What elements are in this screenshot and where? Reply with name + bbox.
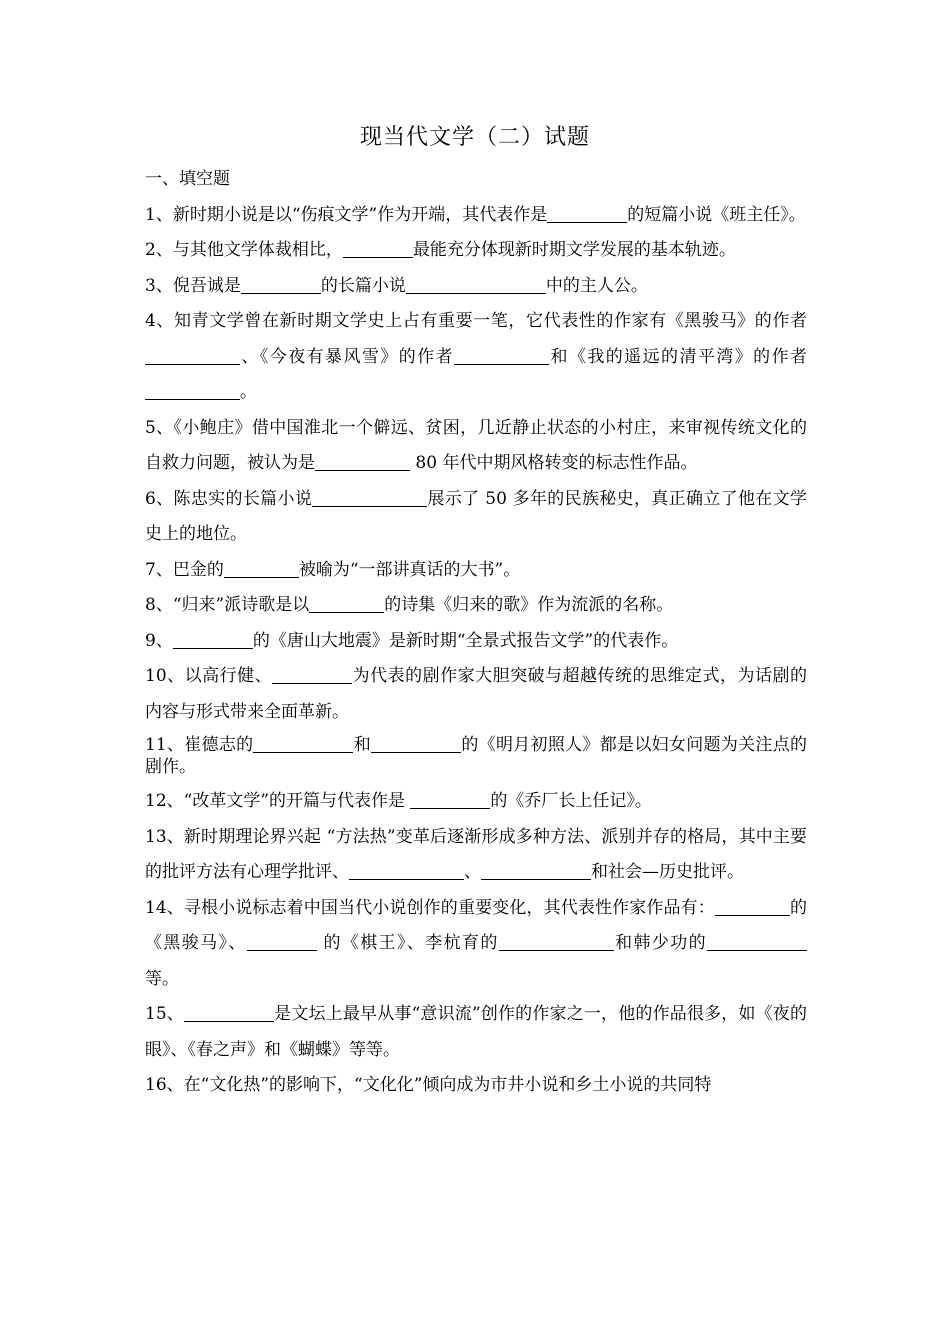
question-7: 7、巴金的 被喻为“一部讲真话的大书”。 — [145, 559, 521, 580]
question-11: 11、崔德志的 和 的《明月初照人》都是以妇女问题为关注点的剧作。 — [145, 735, 808, 777]
answer-blank[interactable] — [241, 276, 321, 294]
answer-blank[interactable] — [349, 862, 464, 880]
answer-blank[interactable] — [343, 240, 413, 258]
answer-blank[interactable] — [184, 1004, 274, 1022]
answer-blank[interactable] — [499, 933, 614, 951]
question-13: 13、新时期理论界兴起 “方法热”变革后逐渐形成多种方法、派别并存的格局，其中主要的批评方法有心理学批评、 、 和社会—历史批评。 — [145, 826, 807, 882]
question-list — [145, 162, 807, 1104]
answer-blank[interactable] — [247, 933, 317, 951]
answer-blank[interactable] — [707, 933, 807, 951]
answer-blank[interactable] — [309, 595, 384, 613]
question-4: 4、知青文学曾在新时期文学史上占有重要一笔，它代表性的作家有《黑骏马》的作者、《今夜有暴风雪》的作者 和《我的遥远的清平湾》的作者。 — [145, 311, 808, 402]
question-14: 14、寻根小说标志着中国当代小说创作的重要变化，其代表性作家作品有： 的《黑骏马》、 的《棋王》、李杭育的 和韩少功的等。 — [145, 897, 808, 989]
answer-blank[interactable] — [410, 791, 490, 809]
answer-blank[interactable] — [253, 735, 353, 753]
question-6: 6、陈忠实的长篇小说 展示了 50 多年的民族秘史，真正确立了他在文学史上的地位。 — [145, 488, 807, 544]
question-16: 16、在“文化热”的影响下，“文化化”倾向成为市井小说和乡土小说的共同特 — [145, 1075, 712, 1095]
question-2: 2、与其他文学体裁相比， 最能充分体现新时期文学发展的基本轨迹。 — [145, 240, 736, 260]
question-12: 12、“改革文学”的开篇与代表作是 的《乔厂长上任记》。 — [145, 791, 652, 811]
question-5: 5、《小鲍庄》借中国淮北一个僻远、贫困，几近静止状态的小村庄，来审视传统文化的自救力问题，被认为是 80 年代中期风格转变的标志性作品。 — [145, 417, 807, 473]
question-10: 10、以高行健、 为代表的剧作家大胆突破与超越传统的思维定式，为话剧的内容与形式带来全面革新。 — [145, 666, 807, 722]
answer-blank[interactable] — [406, 276, 546, 294]
answer-blank[interactable] — [145, 347, 240, 365]
question-15: 15、 是文坛上最早从事“意识流”创作的作家之一，他的作品很多，如《夜的眼》、《春之声》和《蝴蝶》等等。 — [145, 1004, 807, 1060]
section-heading: 一、填空题 — [145, 169, 230, 189]
answer-blank[interactable] — [224, 560, 299, 578]
answer-blank[interactable] — [173, 631, 253, 649]
answer-blank[interactable] — [272, 666, 352, 684]
answer-blank[interactable] — [481, 862, 591, 880]
question-3: 3、倪吾诚是 的长篇小说 中的主人公。 — [145, 275, 648, 296]
answer-blank[interactable] — [454, 347, 549, 365]
answer-blank[interactable] — [145, 382, 240, 400]
question-9: 9、 的《唐山大地震》是新时期“全景式报告文学”的代表作。 — [145, 630, 679, 651]
page-title: 现当代文学（二）试题 — [359, 125, 590, 150]
answer-blank[interactable] — [715, 898, 790, 916]
answer-blank[interactable] — [315, 453, 410, 471]
answer-blank[interactable] — [312, 489, 427, 507]
question-8: 8、“归来”派诗歌是以 的诗集《归来的歌》作为流派的名称。 — [145, 595, 674, 615]
answer-blank[interactable] — [547, 205, 627, 223]
question-1: 1、新时期小说是以“伤痕文学”作为开端，其代表作是 的短篇小说《班主任》。 — [145, 204, 806, 225]
answer-blank[interactable] — [371, 735, 461, 753]
